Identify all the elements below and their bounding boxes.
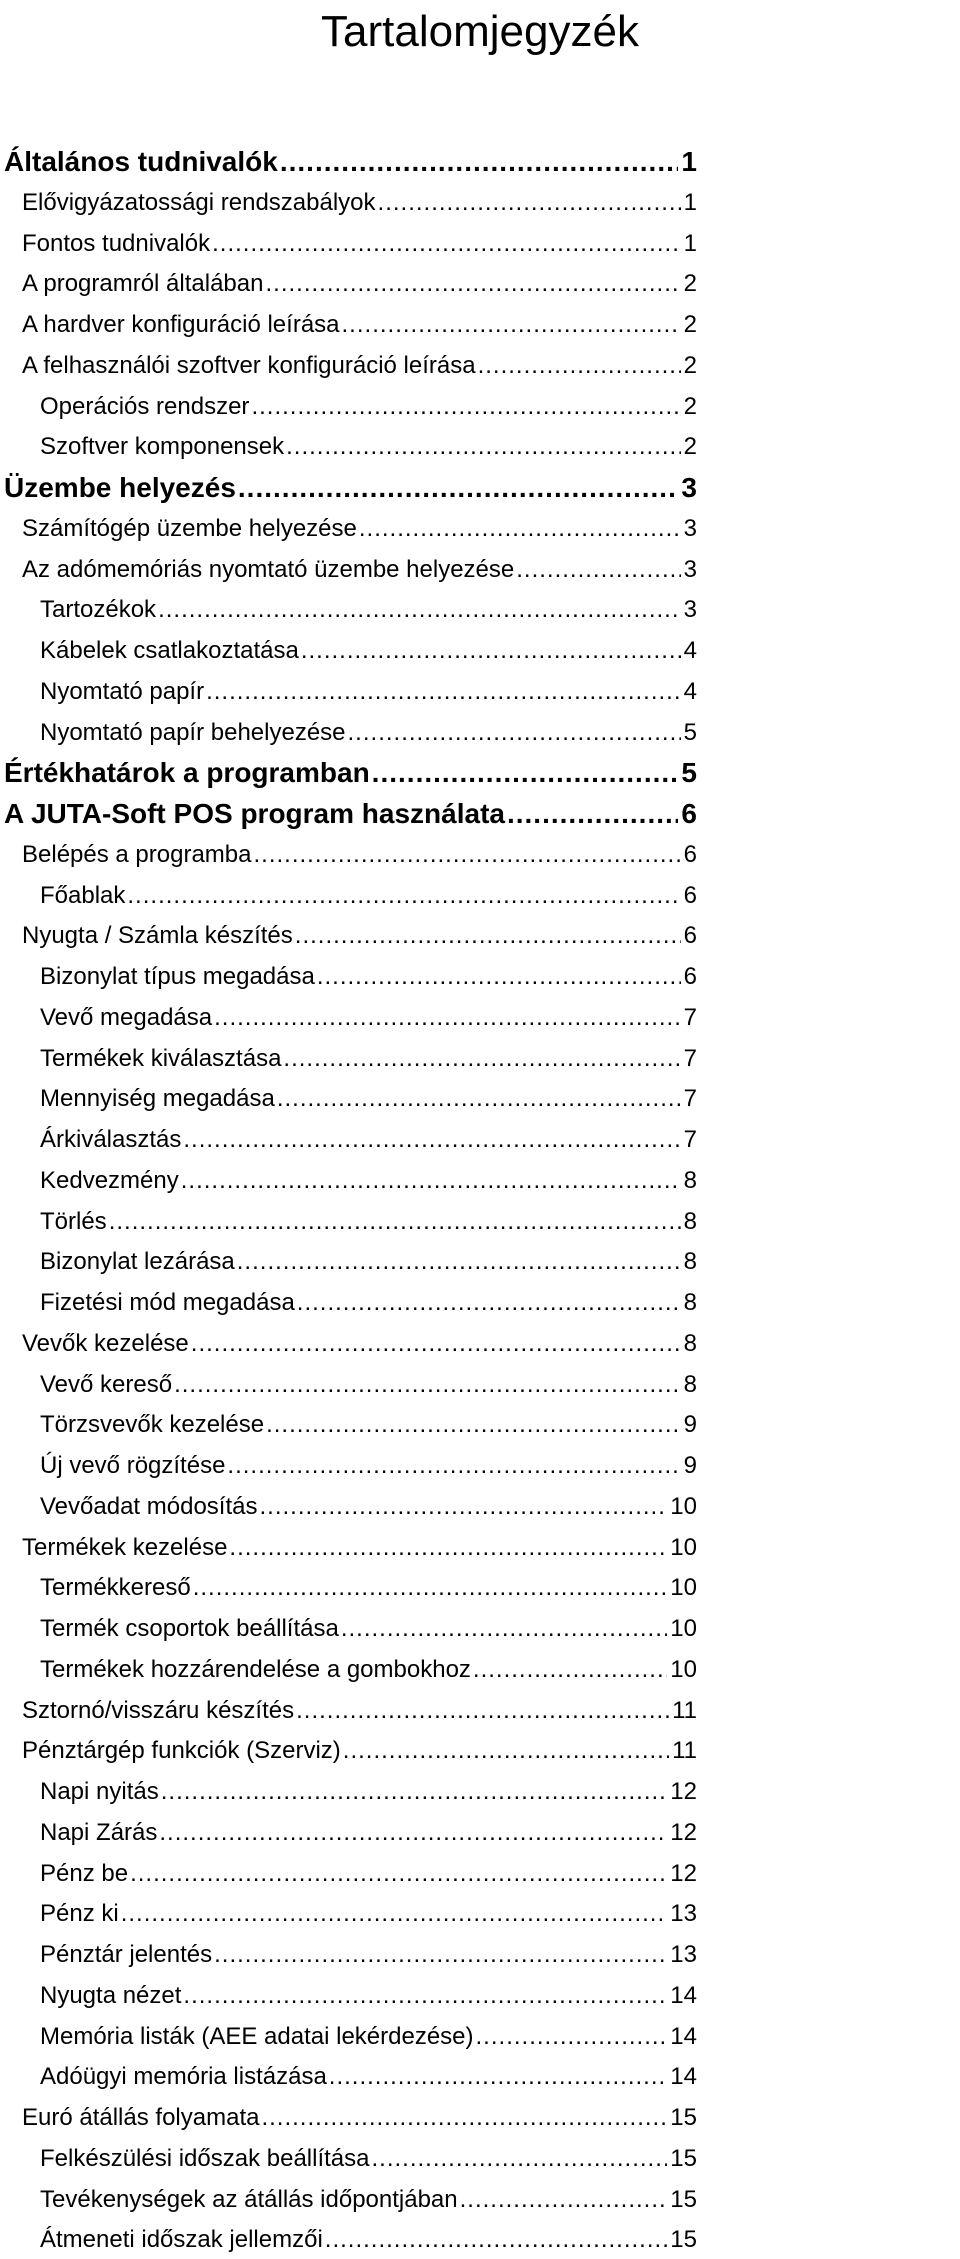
toc-entry-page-number: 15 (670, 2185, 697, 2213)
toc-entry-title: Sztornó/visszáru készítés (22, 1696, 295, 1724)
dot-leader (158, 591, 681, 629)
toc-entry-page-number: 6 (683, 963, 697, 990)
toc-entry[interactable] (40, 714, 697, 752)
dot-leader (329, 2058, 668, 2096)
dot-leader (359, 510, 681, 548)
toc-entry-page-number: 8 (683, 1166, 697, 1194)
toc-entry-title: Az adómemóriás nyomtató üzembe helyezése (22, 555, 515, 583)
toc-entry-title: Tevékenységek az átállás időpontjában (40, 2185, 458, 2213)
toc-entry[interactable] (22, 1732, 697, 1770)
dot-leader (183, 1977, 667, 2015)
toc-entry-page-number: 7 (683, 1126, 697, 1153)
toc-entry[interactable] (40, 1569, 697, 1607)
dot-leader (253, 836, 680, 874)
toc-entry-page-number: 10 (670, 1655, 697, 1683)
toc-entry-page-number: 2 (683, 270, 697, 298)
toc-entry-title: Elővigyázatossági rendszabályok (22, 188, 376, 216)
toc-entry-page-number: 1 (681, 146, 697, 177)
dot-leader (342, 306, 681, 344)
toc-entry-title: Törzsvevők kezelése (40, 1411, 265, 1439)
toc-entry[interactable] (40, 1977, 697, 2015)
toc-entry-page-number: 7 (683, 1044, 697, 1072)
toc-entry-title: Árkiválasztás (40, 1126, 182, 1153)
toc-entry-page-number: 12 (670, 1818, 697, 1846)
toc-entry[interactable] (22, 265, 697, 303)
toc-entry-page-number: 5 (683, 718, 697, 746)
toc-entry-page-number: 11 (672, 1737, 697, 1765)
toc-entry-page-number: 13 (670, 1941, 697, 1968)
toc-entry-title: Termékek hozzárendelése a gombokhoz (40, 1655, 471, 1683)
toc-entry-title: Termékek kiválasztása (40, 1044, 282, 1072)
dot-leader (297, 1284, 681, 1322)
toc-entry-page-number: 14 (670, 2022, 697, 2050)
toc-entry-title: Pénztárgép funkciók (Szerviz) (22, 1737, 341, 1765)
toc-entry[interactable] (40, 1121, 697, 1159)
dot-leader (206, 673, 681, 711)
dot-leader (127, 877, 680, 915)
toc-entry-page-number: 7 (683, 1003, 697, 1031)
toc-entry[interactable] (40, 2018, 697, 2056)
toc-entry[interactable] (40, 2140, 697, 2178)
dot-leader (372, 2140, 668, 2178)
toc-entry[interactable] (40, 1814, 697, 1852)
toc-entry-page-number: 1 (683, 188, 697, 216)
toc-entry-page-number: 10 (670, 1492, 697, 1520)
toc-entry[interactable] (22, 225, 697, 263)
toc-entry[interactable] (40, 1488, 697, 1526)
toc-entry-title: Számítógép üzembe helyezése (22, 514, 357, 542)
toc-entry-page-number: 3 (681, 472, 697, 503)
dot-leader (378, 184, 681, 222)
toc-entry-page-number: 6 (681, 798, 697, 829)
dot-leader (341, 1610, 667, 1648)
toc-entry-title: Kábelek csatlakoztatása (40, 637, 299, 664)
toc-entry-title: Nyugta / Számla készítés (22, 922, 293, 950)
toc-entry-page-number: 8 (683, 1289, 697, 1316)
toc-entry-title: Fontos tudnivalók (22, 229, 211, 257)
dot-leader (181, 1162, 681, 1200)
toc-entry-page-number: 11 (672, 1696, 697, 1724)
dot-leader (343, 1732, 669, 1770)
toc-entry-page-number: 2 (683, 351, 697, 379)
dot-leader (372, 754, 679, 792)
toc-entry-page-number: 5 (681, 757, 697, 789)
toc-entry[interactable] (40, 2181, 697, 2219)
toc-entry-page-number: 4 (683, 677, 697, 705)
dot-leader (214, 1936, 667, 1974)
toc-entry-title: Pénz ki (40, 1900, 119, 1928)
toc-entry-page-number: 15 (670, 2104, 697, 2131)
toc-entry-page-number: 8 (683, 1370, 697, 1398)
toc-entry[interactable] (40, 1651, 697, 1689)
toc-entry-page-number: 9 (683, 1452, 697, 1479)
toc-entry-page-number: 8 (683, 1207, 697, 1235)
toc-entry-title: Üzembe helyezés (4, 472, 236, 503)
toc-entry-title: A programról általában (22, 270, 264, 298)
toc-entry-title: Törlés (40, 1207, 107, 1235)
dot-leader (109, 1203, 681, 1241)
toc-entry-title: Nyomtató papír behelyezése (40, 718, 346, 746)
toc-entry-title: Nyomtató papír (40, 677, 205, 705)
toc-entry-title: Nyugta nézet (40, 1981, 182, 2009)
toc-entry-page-number: 3 (683, 555, 697, 583)
toc-entry-title: Tartozékok (40, 596, 157, 624)
toc-entry-title: Felkészülési időszak beállítása (40, 2144, 370, 2172)
toc-entry-title: Adóügyi memória listázása (40, 2063, 327, 2091)
toc-entry-title: Memória listák (AEE adatai lekérdezése) (40, 2022, 474, 2050)
dot-leader (227, 1447, 680, 1485)
toc-entry[interactable] (40, 2058, 697, 2096)
dot-leader (473, 1651, 667, 1689)
dot-leader (238, 469, 679, 507)
toc-entry-title: A felhasználói szoftver konfiguráció leírása (22, 351, 476, 379)
toc-entry-title: Új vevő rögzítése (40, 1452, 226, 1479)
toc-entry[interactable] (40, 877, 697, 915)
dot-leader (212, 225, 681, 263)
toc-entry[interactable] (4, 143, 697, 181)
dot-leader (476, 2018, 668, 2056)
toc-entry-page-number: 3 (683, 514, 697, 542)
toc-entry-title: Vevő megadása (40, 1003, 213, 1031)
dot-leader (317, 958, 681, 996)
toc-entry[interactable] (40, 999, 697, 1037)
toc-entry[interactable] (22, 551, 697, 589)
dot-leader (325, 2221, 668, 2259)
toc-entry[interactable] (40, 1855, 697, 1893)
toc-entry-title: Napi Zárás (40, 1818, 158, 1846)
dot-leader (214, 999, 681, 1037)
dot-leader (159, 1814, 667, 1852)
dot-leader (478, 347, 681, 385)
dot-leader (348, 714, 681, 752)
toc-entry-title: Operációs rendszer (40, 392, 250, 420)
toc-entry-title: Bizonylat lezárása (40, 1248, 235, 1276)
toc-entry[interactable] (22, 347, 697, 385)
toc-entry[interactable] (40, 428, 697, 466)
dot-leader (259, 1488, 667, 1526)
toc-entry-title: Bizonylat típus megadása (40, 963, 315, 990)
toc-entry[interactable] (40, 673, 697, 711)
dot-leader (237, 1243, 681, 1281)
toc-entry-page-number: 13 (670, 1900, 697, 1928)
toc-entry[interactable] (40, 1773, 697, 1811)
dot-leader (301, 632, 681, 670)
toc-entry-title: Termékkereső (40, 1574, 191, 1602)
toc-entry[interactable] (22, 917, 697, 955)
toc-entry-page-number: 15 (670, 2144, 697, 2172)
toc-entry[interactable] (40, 632, 697, 670)
toc-entry-title: Főablak (40, 881, 126, 909)
toc-entry-title: Mennyiség megadása (40, 1085, 275, 1113)
toc-entry[interactable] (40, 1406, 697, 1444)
toc-entry-title: Átmeneti időszak jellemzői (40, 2226, 323, 2254)
dot-leader (277, 1080, 681, 1118)
dot-leader (516, 551, 680, 589)
toc-entry-page-number: 6 (683, 840, 697, 868)
toc-entry-title: Belépés a programba (22, 840, 252, 868)
toc-entry-title: Pénz be (40, 1859, 129, 1887)
dot-leader (174, 1366, 681, 1404)
dot-leader (121, 1895, 668, 1933)
toc-entry[interactable] (40, 1203, 697, 1241)
dot-leader (265, 265, 680, 303)
toc-entry[interactable] (40, 1284, 697, 1322)
toc-entry[interactable] (40, 1080, 697, 1118)
toc-entry[interactable] (22, 1692, 697, 1730)
toc-entry-page-number: 10 (670, 1615, 697, 1642)
dot-leader (286, 428, 681, 466)
toc-entry-title: Pénztár jelentés (40, 1941, 213, 1968)
dot-leader (283, 1040, 680, 1078)
dot-leader (266, 1406, 681, 1444)
toc-entry[interactable] (22, 2099, 697, 2137)
toc-entry[interactable] (40, 2221, 697, 2259)
toc-entry[interactable] (40, 1366, 697, 1404)
toc-entry-page-number: 10 (670, 1533, 697, 1561)
toc-entry[interactable] (40, 591, 697, 629)
toc-entry-title: Napi nyitás (40, 1778, 159, 1805)
toc-entry[interactable] (4, 754, 697, 792)
toc-entry-title: Vevő kereső (40, 1370, 173, 1398)
toc-entry[interactable] (40, 1610, 697, 1648)
dot-leader (251, 388, 680, 426)
toc-entry[interactable] (4, 795, 697, 833)
toc-entry-page-number: 12 (670, 1778, 697, 1805)
toc-entry-title: Szoftver komponensek (40, 433, 285, 461)
toc-entry-page-number: 3 (683, 596, 697, 624)
toc-entry-title: Vevőadat módosítás (40, 1492, 258, 1520)
dot-leader (193, 1569, 668, 1607)
toc-entry[interactable] (40, 1040, 697, 1078)
toc-entry[interactable] (40, 958, 697, 996)
dot-leader (183, 1121, 680, 1159)
toc-entry-page-number: 14 (670, 1981, 697, 2009)
toc-entry[interactable] (4, 469, 697, 507)
toc-entry-title: A hardver konfiguráció leírása (22, 311, 340, 338)
toc-entry-title: Termék csoportok beállítása (40, 1615, 339, 1642)
toc-entry[interactable] (40, 1895, 697, 1933)
dot-leader (229, 1529, 667, 1567)
toc-entry-page-number: 4 (683, 637, 697, 664)
toc-entry-title: Értékhatárok a programban (4, 757, 370, 789)
toc-entry-page-number: 6 (683, 881, 697, 909)
toc-entry-page-number: 7 (683, 1085, 697, 1113)
dot-leader (161, 1773, 668, 1811)
toc-entry-title: A JUTA-Soft POS program használata (4, 798, 505, 829)
dot-leader (280, 143, 679, 181)
toc-entry-page-number: 14 (670, 2063, 697, 2091)
dot-leader (460, 2181, 668, 2219)
toc-entry-page-number: 8 (683, 1329, 697, 1357)
dot-leader (507, 795, 678, 833)
toc-entry-page-number: 6 (683, 922, 697, 950)
toc-entry-page-number: 8 (683, 1248, 697, 1276)
dot-leader (191, 1325, 681, 1363)
dot-leader (296, 1692, 669, 1730)
toc-entry[interactable] (40, 388, 697, 426)
toc-entry-page-number: 15 (670, 2226, 697, 2254)
toc-entry-title: Általános tudnivalók (4, 146, 278, 177)
dot-leader (130, 1855, 667, 1893)
toc-entry[interactable] (40, 1936, 697, 1974)
toc-entry-page-number: 2 (683, 433, 697, 461)
toc-entry-title: Kedvezmény (40, 1166, 179, 1194)
toc-entry-title: Vevők kezelése (22, 1329, 189, 1357)
toc-entry[interactable] (22, 184, 697, 222)
toc-entry-page-number: 9 (683, 1411, 697, 1439)
toc-entry-title: Fizetési mód megadása (40, 1289, 295, 1316)
toc-entry-page-number: 10 (670, 1574, 697, 1602)
toc-entry[interactable] (40, 1162, 697, 1200)
toc-entry[interactable] (22, 306, 697, 344)
page-title: Tartalomjegyzék (321, 7, 639, 56)
toc-entry-page-number: 2 (683, 392, 697, 420)
toc-entry[interactable] (40, 1243, 697, 1281)
toc-entry[interactable] (40, 1447, 697, 1485)
toc-entry-title: Termékek kezelése (22, 1533, 228, 1561)
toc-entry-page-number: 2 (683, 311, 697, 338)
toc-entry[interactable] (22, 836, 697, 874)
toc-entry[interactable] (22, 1325, 697, 1363)
dot-leader (261, 2099, 667, 2137)
toc-entry[interactable] (22, 510, 697, 548)
toc-entry-page-number: 12 (670, 1859, 697, 1887)
toc-entry[interactable] (22, 1529, 697, 1567)
toc-entry-page-number: 1 (683, 229, 697, 257)
dot-leader (295, 917, 681, 955)
toc-entry-title: Euró átállás folyamata (22, 2104, 260, 2131)
